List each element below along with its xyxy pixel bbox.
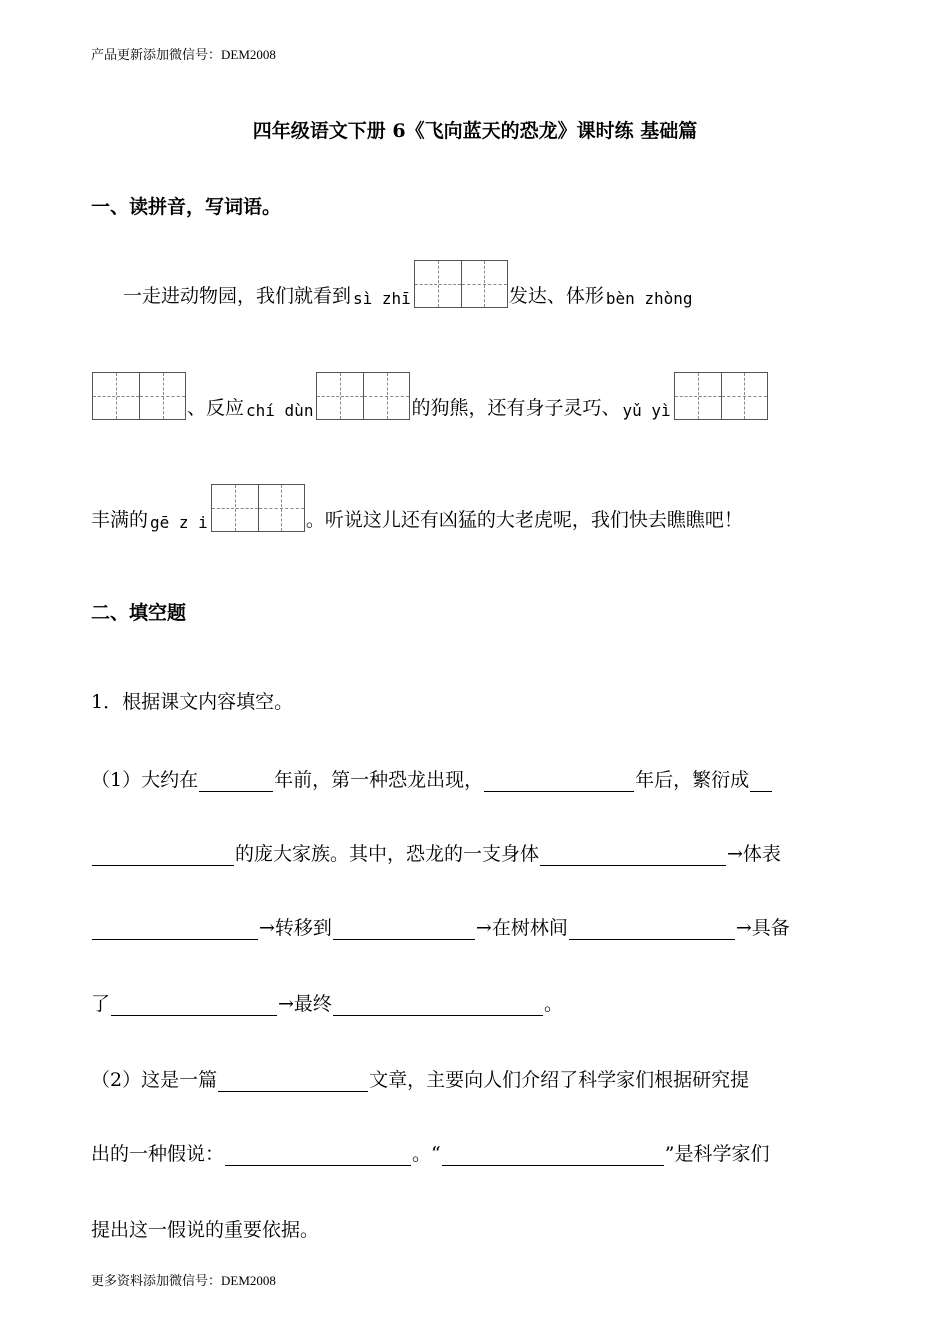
text-segment: 一走进动物园，我们就看到 (123, 285, 352, 307)
text-segment: （1）大约在 (91, 769, 199, 791)
text-segment: （2）这是一篇 (91, 1069, 218, 1091)
fill-blank[interactable] (111, 995, 277, 1016)
pinyin: yǔ yì (622, 401, 671, 420)
writing-grid-1[interactable] (414, 260, 508, 308)
text-segment: →在树林间 (475, 917, 568, 939)
text-segment: 。 (543, 993, 563, 1015)
fill-blank[interactable] (484, 771, 634, 792)
text-segment: 发达、体形 (508, 285, 604, 307)
section-2-heading: 二、填空题 (91, 602, 187, 624)
text-segment: 出的一种假说： (91, 1143, 225, 1165)
fill-blank[interactable] (540, 845, 726, 866)
grid-cell[interactable] (363, 373, 409, 419)
fill-blank[interactable] (569, 919, 735, 940)
fill-blank[interactable] (92, 919, 258, 940)
writing-grid-5[interactable] (211, 484, 305, 532)
fill-blank[interactable] (218, 1071, 368, 1092)
question-1-text: 1．根据课文内容填空。 (91, 691, 294, 713)
grid-cell[interactable] (212, 485, 258, 531)
footer-note: 更多资料添加微信号：DEM2008 (91, 1273, 276, 1288)
grid-cell[interactable] (258, 485, 304, 531)
grid-cell[interactable] (721, 373, 767, 419)
fill-blank[interactable] (442, 1145, 664, 1166)
grid-cell[interactable] (93, 373, 139, 419)
text-segment: 。“ (412, 1143, 441, 1165)
pinyin: sì zhī (353, 289, 411, 308)
q1-1-line-4 (91, 966, 563, 1016)
pinyin-line-3 (91, 482, 743, 532)
q1-1-line-1 (91, 742, 773, 792)
q1-1-line-2 (91, 816, 781, 866)
grid-cell[interactable] (675, 373, 721, 419)
q1-2-line-1 (91, 1042, 749, 1092)
fill-blank[interactable] (225, 1145, 411, 1166)
text-segment: 的狗熊，还有身子灵巧、 (411, 397, 621, 419)
text-segment: 。听说这儿还有凶猛的大老虎呢，我们快去瞧瞧吧！ (305, 509, 743, 531)
pinyin-line-2 (91, 370, 769, 420)
header-note: 产品更新添加微信号：DEM2008 (91, 47, 276, 62)
fill-blank[interactable] (92, 845, 234, 866)
text-segment: 年前，第一种恐龙出现， (274, 769, 484, 791)
page-title: 四年级语文下册 6《飞向蓝天的恐龙》课时练 基础篇 (252, 120, 698, 142)
text-segment: →最终 (278, 993, 332, 1015)
question-1 (91, 664, 293, 714)
text-segment: 、反应 (187, 397, 245, 419)
writing-grid-3[interactable] (316, 372, 410, 420)
grid-cell[interactable] (139, 373, 185, 419)
pinyin: gē z i (150, 513, 208, 532)
q1-2-line-3 (91, 1192, 319, 1242)
pinyin-line-1 (123, 258, 695, 308)
q1-1-line-3 (91, 890, 790, 940)
fill-blank[interactable] (750, 771, 772, 792)
writing-grid-2[interactable] (92, 372, 186, 420)
text-segment: →具备 (735, 917, 790, 939)
fill-blank[interactable] (333, 995, 543, 1016)
q1-2-line-2 (91, 1116, 769, 1166)
fill-blank[interactable] (199, 771, 273, 792)
text-segment: 提出这一假说的重要依据。 (91, 1219, 320, 1241)
text-segment: 年后，繁衍成 (635, 769, 750, 791)
text-segment: →体表 (727, 843, 781, 865)
pinyin: bèn zhòng (605, 289, 693, 308)
text-segment: 文章，主要向人们介绍了科学家们根据研究提 (369, 1069, 750, 1091)
text-segment: 的庞大家族。其中，恐龙的一支身体 (235, 843, 540, 865)
grid-cell[interactable] (317, 373, 363, 419)
grid-cell[interactable] (415, 261, 461, 307)
pinyin: chí dùn (246, 401, 314, 420)
text-segment: →转移到 (259, 917, 332, 939)
section-1-heading: 一、读拼音，写词语。 (91, 196, 282, 218)
text-segment: 丰满的 (91, 509, 149, 531)
text-segment: ”是科学家们 (664, 1143, 770, 1165)
fill-blank[interactable] (333, 919, 475, 940)
writing-grid-4[interactable] (674, 372, 768, 420)
text-segment: 了 (91, 993, 111, 1015)
grid-cell[interactable] (461, 261, 507, 307)
